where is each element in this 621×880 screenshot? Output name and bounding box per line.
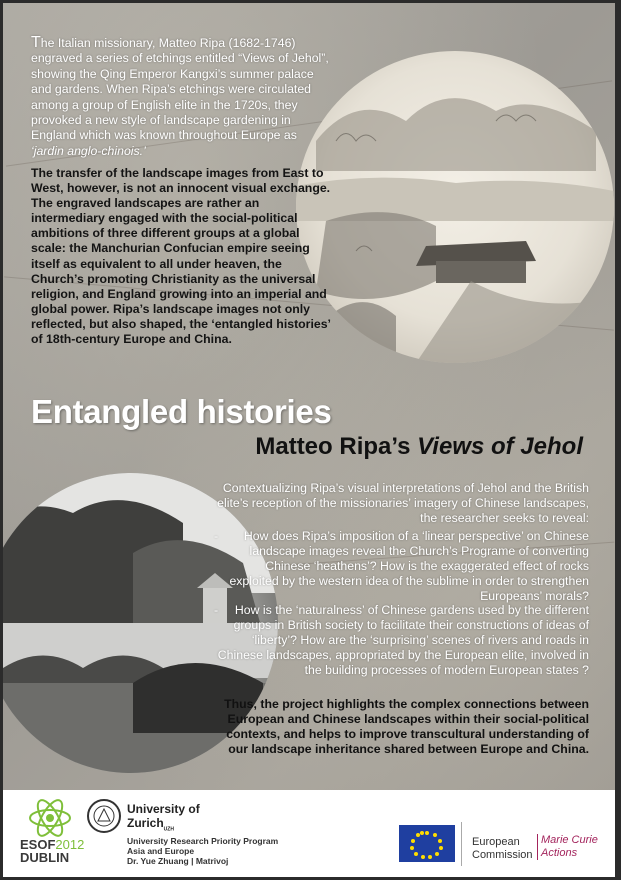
uzh-seal-icon xyxy=(87,799,121,833)
mc-line1: Marie Curie xyxy=(541,834,598,846)
subtitle-prefix: Matteo Ripa’s xyxy=(255,433,418,460)
question-item-1 xyxy=(214,529,589,604)
question-text: How does Ripa’s imposition of a ‘linear perspective’ on Chinese landscape images reveal the Church’s Programe of converting Chinese ‘heathens’? How is the exaggerated effect of rocks exploited by the western idea of the sublime in order to strengthen Europeans’ morals? xyxy=(229,529,589,603)
ec-line1: European xyxy=(472,836,520,848)
urpp-line2: Asia and Europe xyxy=(127,846,195,856)
intro-paragraph xyxy=(31,35,331,159)
urpp-line1: University Research Priority Program xyxy=(127,836,279,846)
uzh-line1: University of xyxy=(127,802,200,816)
uzh-super: UZH xyxy=(163,826,174,833)
urpp-line3: Dr. Yue Zhuang | Matrivoj xyxy=(127,856,229,866)
poster xyxy=(3,3,615,877)
ec-text xyxy=(472,836,533,862)
esof-atom-icon xyxy=(27,798,73,838)
intro-italic-term: ‘jardin anglo-chinois.’ xyxy=(31,143,146,158)
footer-logos xyxy=(3,790,615,877)
urpp-text xyxy=(127,836,278,866)
intro-text: he Italian missionary, Matteo Ripa (1682-1746) engraved a series of etchings entitled “Views of Jehol”, showing the Qing Emperor Kangxi’s summer palace and gardens. When Ripa’s etchings were circulated among a group of English elite in the 1720s, they provoked a new style of landscape gardening in England which was known throughout Europe as xyxy=(31,36,329,143)
esof-city: DUBLIN xyxy=(20,850,70,865)
esof-logo-text xyxy=(20,838,84,864)
esof-year: 2012 xyxy=(55,837,85,852)
subtitle xyxy=(255,433,583,461)
bullet-dash: - xyxy=(214,603,219,617)
uzh-name xyxy=(127,802,200,836)
bullet-dash: - xyxy=(214,529,219,543)
ec-line2: Commission xyxy=(472,849,533,861)
subtitle-italic: Views of Jehol xyxy=(417,433,583,460)
conclusion-paragraph: Thus, the project highlights the complex connections between European and Chinese landscapes within their social-political contexts, and helps to improve transcultural understanding of our landscape inheritance shared between Europe and China. xyxy=(224,697,589,756)
transfer-paragraph: The transfer of the landscape images from East to West, however, is not an innocent visual exchange. The engraved landscapes are rather an intermediary engaged with the social-political ambitions of three different groups at a global scale: the Manchurian Confucian empire seeing itself as equivalent to all under heaven, the Church’s promoting Christianity as the universal religion, and England growing into an imperial and global power. Ripa’s landscape images not only reflected, but also shaped, the ‘entangled histories’ of 18th-century Europe and China. xyxy=(31,166,331,347)
question-item-2 xyxy=(214,603,589,678)
main-title: Entangled histories xyxy=(31,393,332,430)
question-text: How is the ‘naturalness’ of Chinese gardens used by the different groups in British society to facilitate their constructions of ideas of ‘liberty’? How are the ‘surprising’ scenes of rivers and roads in Chinese landscapes, appropriated by the European elite, involved in the building processes of modern European states ? xyxy=(217,603,589,677)
marie-curie-text xyxy=(537,834,598,860)
eu-flag-icon xyxy=(399,825,455,862)
uzh-line2: Zurich xyxy=(127,816,164,830)
esof-label: ESOF xyxy=(20,837,56,852)
context-paragraph: Contextualizing Ripa’s visual interpretations of Jehol and the British elite’s reception of the missionaries’ imagery of Chinese landscapes, the researcher seeks to reveal: xyxy=(217,481,589,525)
etching-landscape-image xyxy=(296,51,614,363)
mc-line2: Actions xyxy=(541,847,578,859)
intro-drop-cap: T xyxy=(31,34,41,51)
